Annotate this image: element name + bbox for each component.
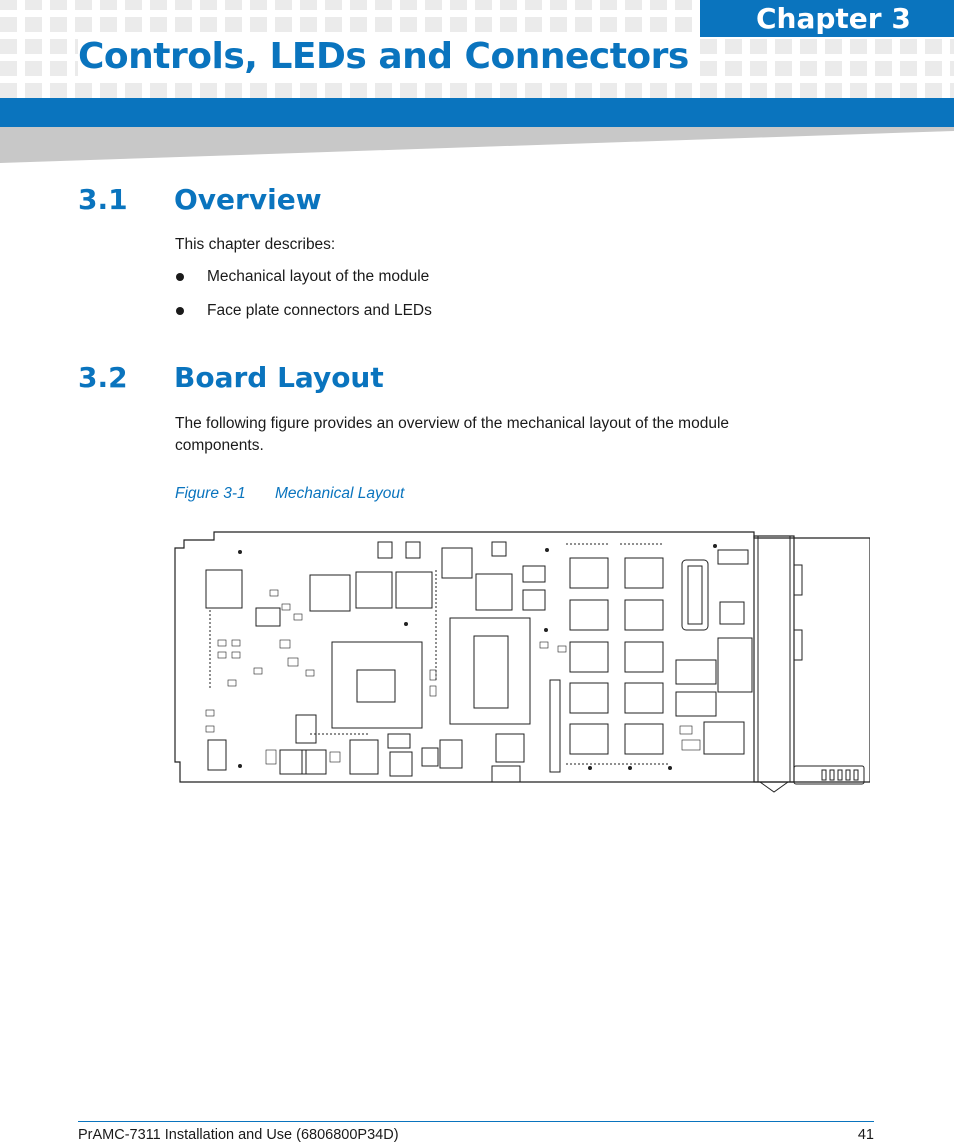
chapter-title: Controls, LEDs and Connectors: [78, 36, 695, 77]
bullet-dot-icon: [176, 273, 184, 281]
figure-title: Mechanical Layout: [275, 485, 405, 502]
figure-label: Figure 3-1: [175, 485, 246, 502]
section-number: 3.1: [78, 183, 128, 216]
bullet-item: [175, 268, 429, 286]
mechanical-layout-drawing: [170, 530, 870, 795]
figure-caption: [175, 485, 405, 503]
bullet-text: Face plate connectors and LEDs: [207, 302, 432, 319]
board-layout-paragraph: [175, 413, 729, 457]
section-number: 3.2: [78, 361, 128, 394]
section-title: Board Layout: [174, 361, 384, 394]
chapter-label: Chapter 3: [756, 2, 911, 35]
chapter-tab: [700, 0, 954, 37]
header-blue-bar: [0, 98, 954, 127]
section-title: Overview: [174, 183, 322, 216]
bullet-item: [175, 302, 432, 320]
paragraph-line: components.: [175, 437, 264, 454]
overview-intro: This chapter describes:: [175, 236, 336, 253]
footer-page-number: 41: [857, 1127, 874, 1143]
bullet-text: Mechanical layout of the module: [207, 268, 430, 285]
paragraph-line: The following figure provides an overview of the mechanical layout of the module: [175, 415, 730, 432]
header-grey-wedge: [0, 127, 954, 163]
footer-rule: [78, 1121, 874, 1122]
bullet-dot-icon: [176, 307, 184, 315]
footer-document-title: PrAMC-7311 Installation and Use (6806800P34D): [78, 1127, 399, 1143]
